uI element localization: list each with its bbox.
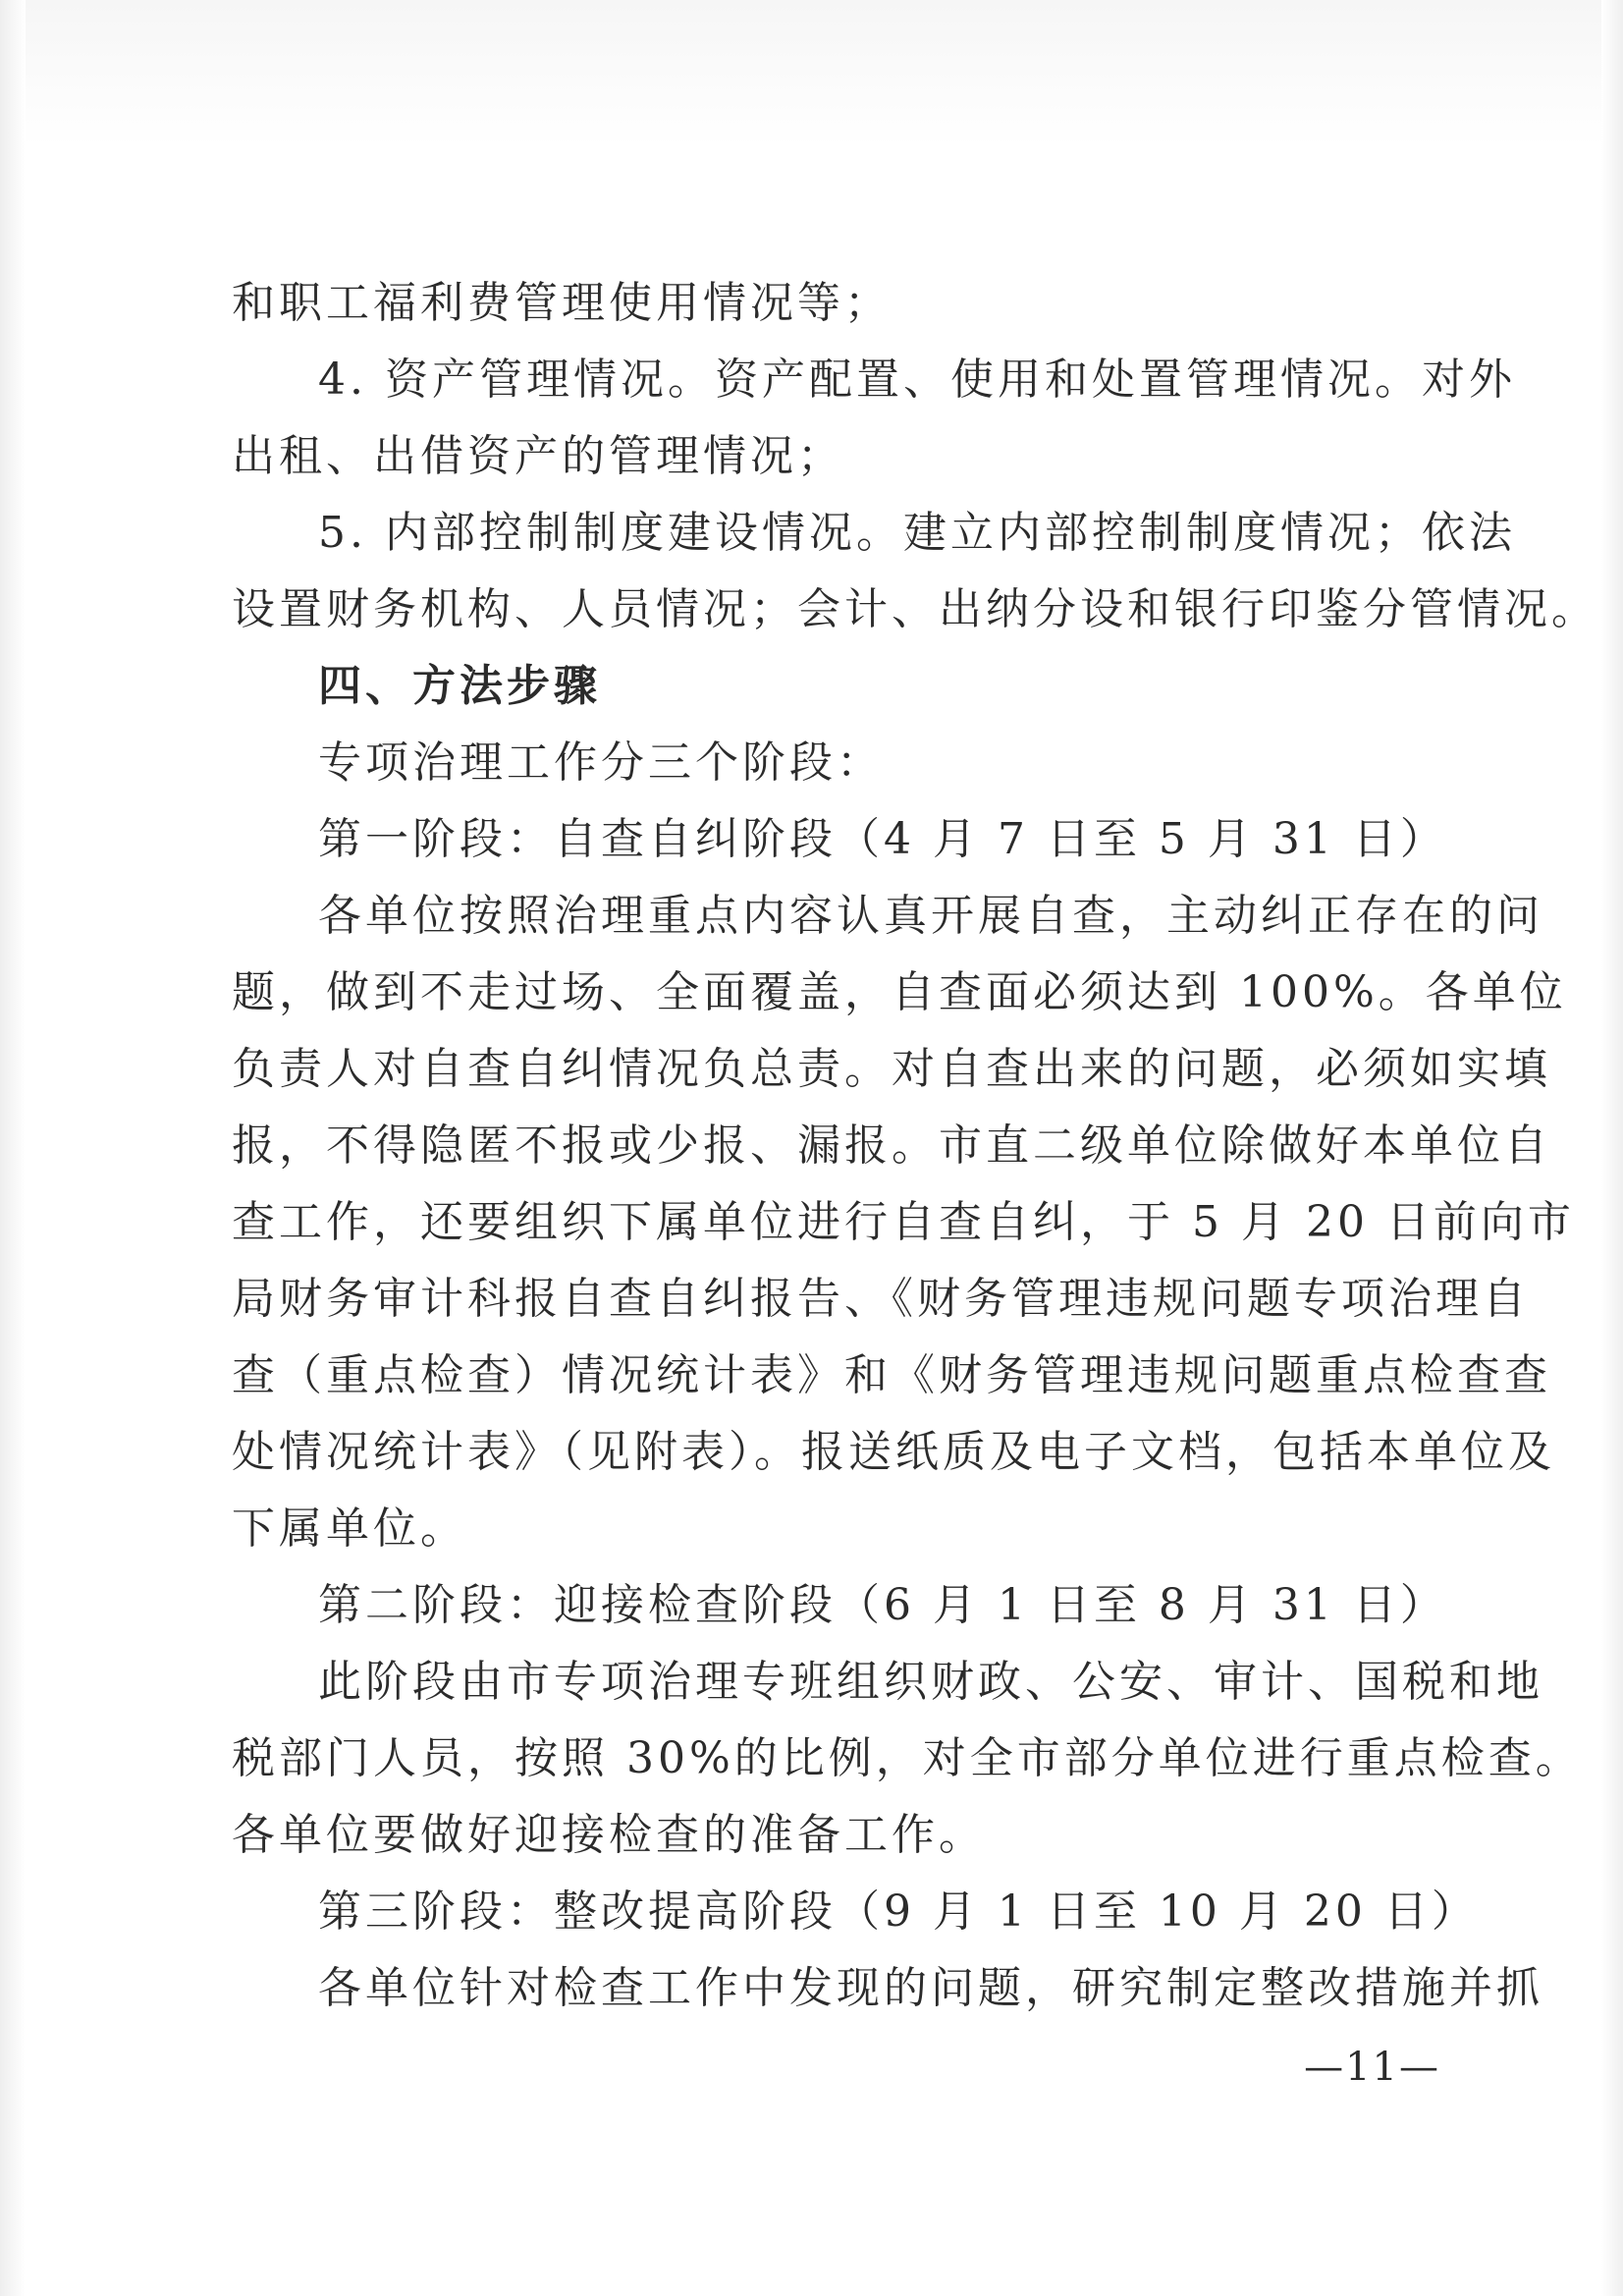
text-line: 报，不得隐匿不报或少报、漏报。市直二级单位除做好本单位自 (232, 1121, 1551, 1171)
scan-left-edge (0, 0, 26, 2296)
text-line: 各单位要做好迎接检查的准备工作。 (232, 1810, 986, 1860)
text-line: 局财务审计科报自查自纠报告、《财务管理违规问题专项治理自 (232, 1274, 1530, 1324)
body-text (232, 265, 1598, 2027)
text-line: 税部门人员，按照 30%的比例，对全市部分单位进行重点检查。 (232, 1733, 1583, 1783)
scan-right-edge (1601, 0, 1623, 2296)
text-line: 4. 资产管理情况。资产配置、使用和处置管理情况。对外 (318, 355, 1516, 405)
text-line: 和职工福利费管理使用情况等； (232, 278, 892, 328)
text-line: 查（重点检查）情况统计表》和《财务管理违规问题重点检查查 (232, 1350, 1551, 1400)
text-line: 专项治理工作分三个阶段： (318, 738, 884, 788)
text-line: 查工作，还要组织下属单位进行自查自纠，于 5 月 20 日前向市 (232, 1197, 1575, 1247)
stage-heading: 第三阶段：整改提高阶段（9 月 1 日至 10 月 20 日） (318, 1886, 1479, 1937)
text-line: 各单位按照治理重点内容认真开展自查，主动纠正存在的问 (318, 891, 1543, 941)
stage-heading: 第二阶段：迎接检查阶段（6 月 1 日至 8 月 31 日） (318, 1580, 1447, 1630)
page-number: —11— (1304, 2045, 1440, 2090)
text-line: 负责人对自查自纠情况负总责。对自查出来的问题，必须如实填 (232, 1044, 1551, 1094)
scan-top-shading (0, 0, 1623, 147)
text-line: 处情况统计表》（见附表）。报送纸质及电子文档，包括本单位及 (232, 1427, 1555, 1477)
section-heading: 四、方法步骤 (318, 661, 601, 711)
text-line: 5. 内部控制制度建设情况。建立内部控制制度情况；依法 (318, 508, 1516, 558)
stage-heading: 第一阶段：自查自纠阶段（4 月 7 日至 5 月 31 日） (318, 814, 1447, 864)
text-line: 下属单位。 (232, 1503, 467, 1554)
text-line: 出租、出借资产的管理情况； (232, 431, 844, 481)
text-line: 题，做到不走过场、全面覆盖，自查面必须达到 100%。各单位 (232, 967, 1567, 1017)
text-line: 此阶段由市专项治理专班组织财政、公安、审计、国税和地 (318, 1657, 1543, 1707)
text-line: 各单位针对检查工作中发现的问题，研究制定整改措施并抓 (318, 1963, 1543, 2013)
text-line: 设置财务机构、人员情况；会计、出纳分设和银行印鉴分管情况。 (232, 584, 1598, 634)
